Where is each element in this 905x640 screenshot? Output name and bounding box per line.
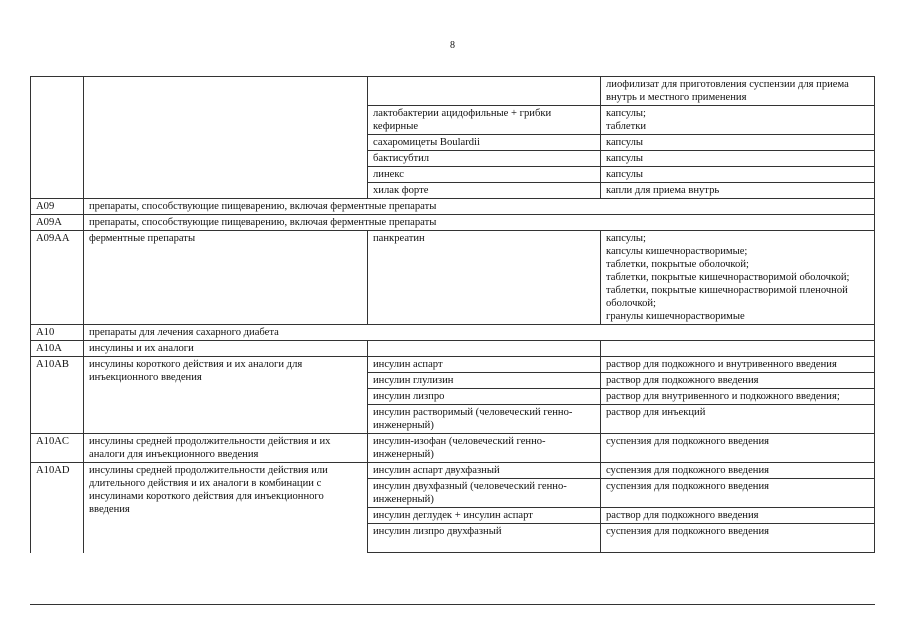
drug-cell — [368, 434, 601, 463]
drug-name: инсулин аспарт — [373, 359, 443, 370]
table-bottom-border — [30, 604, 875, 605]
form-line: суспензия для подкожного введения — [606, 526, 769, 537]
drug-cell — [368, 508, 601, 524]
form-line: капсулы — [606, 153, 644, 164]
form-cell — [601, 463, 875, 479]
form-line: суспензия для подкожного введения — [606, 465, 769, 476]
drug-name: панкреатин — [373, 233, 425, 244]
form-line: капсулы; — [606, 108, 646, 119]
form-line: лиофилизат для приготовления суспензии для приема внутрь и местного применения — [606, 79, 849, 103]
form-line: таблетки — [606, 121, 647, 132]
form-line: раствор для инъекций — [606, 407, 706, 418]
drug-cell — [368, 135, 601, 151]
form-line: таблетки, покрытые оболочкой; — [606, 259, 749, 270]
drug-cell — [368, 405, 601, 434]
form-cell — [601, 135, 875, 151]
drug-cell — [368, 357, 601, 373]
drug-name: хилак форте — [373, 185, 429, 196]
atc-code-cell: A10AB — [31, 357, 84, 434]
atc-code-cell — [31, 77, 84, 199]
group-cell: ферментные препараты — [84, 231, 368, 325]
form-cell — [601, 389, 875, 405]
group-cell: препараты для лечения сахарного диабета — [84, 325, 875, 341]
page-number: 8 — [450, 40, 455, 51]
drug-cell — [368, 151, 601, 167]
table-row — [31, 325, 875, 341]
drug-cell — [368, 524, 601, 553]
table-row — [31, 199, 875, 215]
drug-cell — [368, 183, 601, 199]
table-row — [31, 231, 875, 325]
atc-code-cell: A10AD — [31, 463, 84, 553]
group-name: инсулины средней продолжительности действия или длительного действия и их аналоги в комбинации с инсулинами короткого действия для инъекционного введения — [89, 465, 328, 515]
form-cell — [601, 341, 875, 357]
drug-cell — [368, 479, 601, 508]
drug-cell — [368, 167, 601, 183]
group-cell: препараты, способствующие пищеварению, включая ферментные препараты — [84, 199, 875, 215]
group-cell — [84, 463, 368, 553]
form-line: капли для приема внутрь — [606, 185, 720, 196]
form-cell — [601, 183, 875, 199]
form-cell — [601, 151, 875, 167]
table-row — [31, 341, 875, 357]
form-cell — [601, 524, 875, 553]
form-cell — [601, 479, 875, 508]
drug-name: инсулин двухфазный (человеческий генно-инженерный) — [373, 481, 567, 505]
drug-cell — [368, 77, 601, 106]
form-cell — [601, 106, 875, 135]
group-cell — [84, 357, 368, 434]
form-cell — [601, 357, 875, 373]
table-row — [31, 215, 875, 231]
medicine-table — [30, 76, 875, 553]
drug-name: инсулин лизпро двухфазный — [373, 526, 502, 537]
form-cell — [601, 231, 875, 325]
form-line: капсулы; — [606, 233, 646, 244]
drug-cell — [368, 463, 601, 479]
drug-name: бактисубтил — [373, 153, 430, 164]
atc-code-cell: A09A — [31, 215, 84, 231]
drug-name: линекс — [373, 169, 404, 180]
form-line: раствор для подкожного и внутривенного введения — [606, 359, 837, 370]
form-line: таблетки, покрытые кишечнорастворимой оболочкой; — [606, 272, 850, 283]
atc-code-cell: A10A — [31, 341, 84, 357]
group-cell: препараты, способствующие пищеварению, включая ферментные препараты — [84, 215, 875, 231]
drug-cell — [368, 389, 601, 405]
form-cell — [601, 77, 875, 106]
form-line: раствор для подкожного введения — [606, 510, 759, 521]
drug-name: инсулин аспарт двухфазный — [373, 465, 500, 476]
atc-code-cell: A10 — [31, 325, 84, 341]
group-cell — [84, 434, 368, 463]
drug-name: инсулин глулизин — [373, 375, 454, 386]
form-line: суспензия для подкожного введения — [606, 436, 769, 447]
form-line: капсулы кишечнорастворимые; — [606, 246, 748, 257]
drug-name: инсулин-изофан (человеческий генно-инженерный) — [373, 436, 546, 460]
form-cell — [601, 405, 875, 434]
drug-cell — [368, 231, 601, 325]
drug-name: лактобактерии ацидофильные + грибки кефирные — [373, 108, 552, 132]
drug-cell — [368, 373, 601, 389]
form-cell — [601, 373, 875, 389]
form-line: раствор для подкожного введения — [606, 375, 759, 386]
table-row — [31, 357, 875, 373]
form-line: капсулы — [606, 137, 644, 148]
drug-cell — [368, 106, 601, 135]
form-line: таблетки, покрытые кишечнорастворимой пленочной оболочкой; — [606, 285, 848, 309]
form-line: суспензия для подкожного введения — [606, 481, 769, 492]
drug-name: инсулин лизпро — [373, 391, 445, 402]
table-row — [31, 77, 875, 106]
atc-code-cell: A10AC — [31, 434, 84, 463]
form-cell — [601, 167, 875, 183]
form-cell — [601, 508, 875, 524]
drug-name: инсулин деглудек + инсулин аспарт — [373, 510, 533, 521]
drug-cell — [368, 341, 601, 357]
table-row — [31, 434, 875, 463]
drug-name: сахаромицеты Boulardii — [373, 137, 480, 148]
form-line: гранулы кишечнорастворимые — [606, 311, 745, 322]
drug-name: инсулин растворимый (человеческий генно-инженерный) — [373, 407, 573, 431]
group-cell: инсулины и их аналоги — [84, 341, 368, 357]
atc-code-cell: A09 — [31, 199, 84, 215]
group-cell — [84, 77, 368, 199]
table-row — [31, 463, 875, 479]
group-name: инсулины средней продолжительности действия и их аналоги для инъекционного введения — [89, 436, 331, 460]
form-cell — [601, 434, 875, 463]
atc-code-cell: A09AA — [31, 231, 84, 325]
form-line: раствор для внутривенного и подкожного введения; — [606, 391, 840, 402]
group-name: инсулины короткого действия и их аналоги для инъекционного введения — [89, 359, 303, 383]
form-line: капсулы — [606, 169, 644, 180]
